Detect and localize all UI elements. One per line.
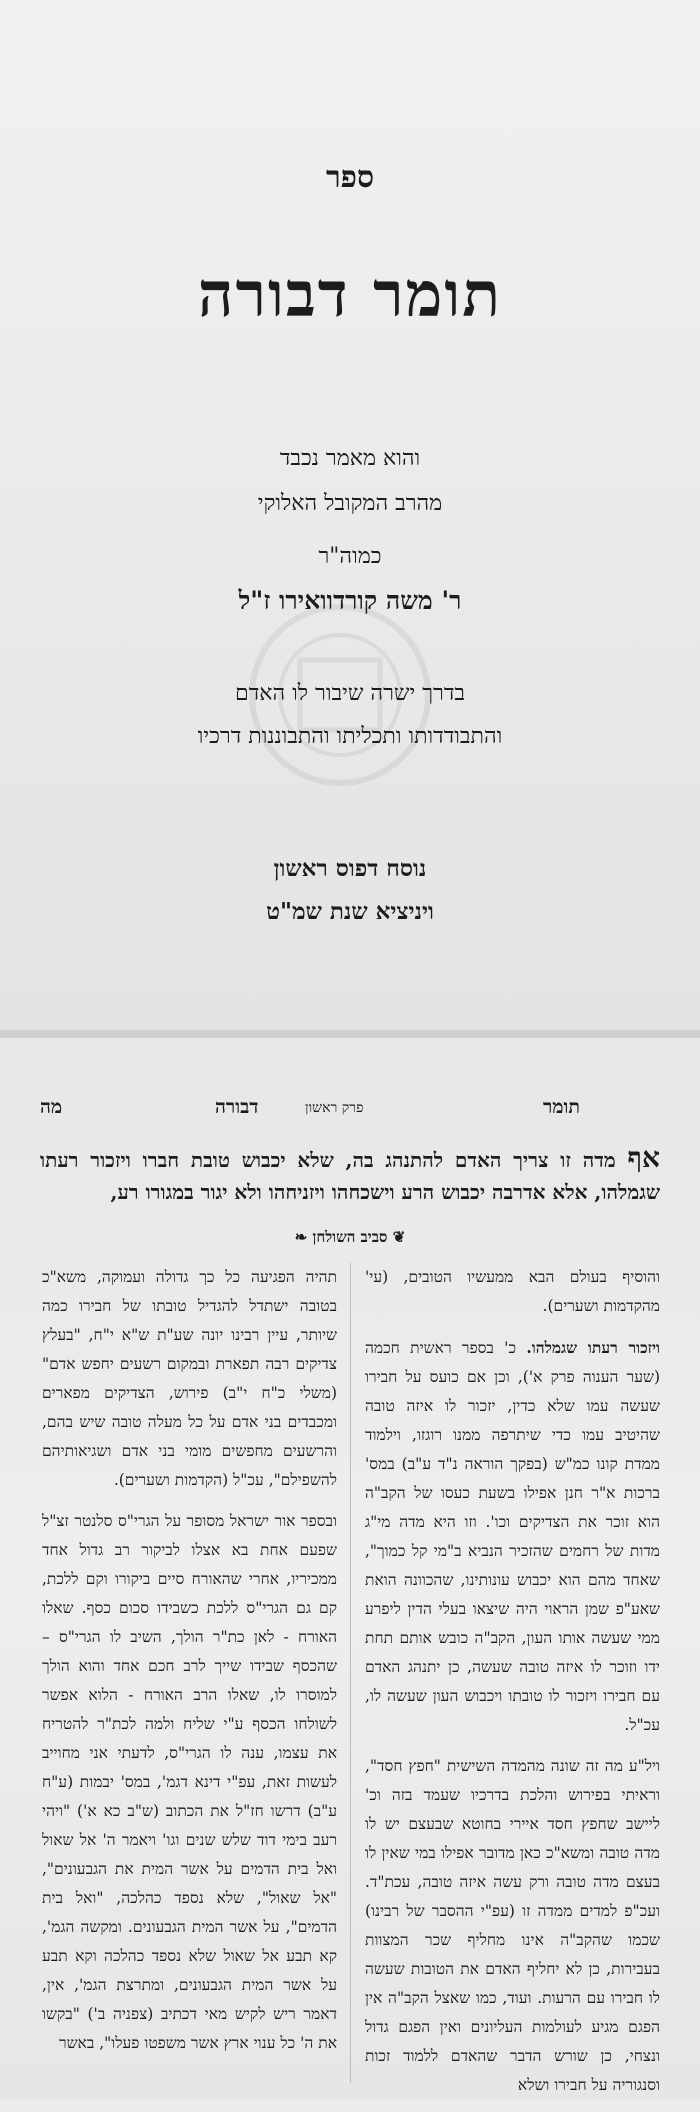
commentary-paragraph: ויל"ע מה זה שונה מהמדה השישית "חפץ חסד", וראיתי בפירוש והלכת בדרכיו שעמד בזה וכ' ליישב שחפץ חסד איירי בחוטא שבעצם יש לו מדה טובה ומשא"כ כאן מדובר אפילו במי שאין לו בעצם מדה טובה ורק עשה איזה טובה, עכת"ד. ועכ"פ למדים ממדה זו (עפ"י ההסבר של רבינו) שכמו שהקב"ה אינו מחליף שכר המצוות בעבירות, כן לא יחליף האדם את הטובות שעשה לו חבירו עם הרעות. ועוד, כמו שאצל הקב"ה אין הפגם מגיע לעולמות העליונים ואין הפגם גדול ונצחי, כן שורש הדבר שהאדם ללמוד זכות וסנגוריה על חבירו ושלא xyxy=(365,1757,660,2094)
commentary-paragraph xyxy=(365,1333,660,1740)
ornament-icon: ❧ xyxy=(294,1228,308,1246)
cover-line-1: והוא מאמר נכבד xyxy=(279,446,421,471)
commentary-paragraph: והוסיף בעולם הבא ממעשיו הטובים, (עי' מהקדמות ושערים). xyxy=(365,1268,660,1315)
page-divider xyxy=(0,1030,700,1038)
commentary-divider xyxy=(0,1228,700,1247)
title-page xyxy=(0,0,700,1030)
commentary-paragraph: תהיה הפגיעה כל כך גדולה ועמוקה, משא"כ בטובה ישתדל להגדיל טובתו של חבירו כמה שיותר, עיין רבינו יונה שע"ת ש"א י"ח, "בעלץ צדיקים רבה תפארת ובמקום רשעים יחפש אדם" (משלי כ"ח י"ב) פירוש, הצדיקים מפארים ומכבדים בני אדם על כל מעלה טובה שיש בהם, והרשעים מחפשים מומי בני אדם ושגיאותיהם להשפילם", עכ"ל (הקדמות ושערים). xyxy=(42,1268,337,1489)
cover-edition-line-2: ויניציא שנת שמ"ט xyxy=(266,898,434,925)
commentary-text: כ' בספר ראשית חכמה (שער הענוה פרק א'), וכן אם כועס על חבירו שעשה עמו שלא כדין, יזכור לו איזה טובה שהיטיב עמו כדי שיתרפה ממנו רוגזו, וילמוד ממדת קונו כמ"ש (בפקך הוראה נ"ד ע"ב) במס' ברכות א"ר חנן אפילו בשעת כעסו של הקב"ה הוא זוכר את הצדיקים וכו'. וזו היא מדה מי"ג מדות של רחמים שהזכיר הנביא ב"מי קל כמוך", שאחד מהם הוא יכבוש עונותינו, שהכוונה הואת שאע"פ שמן הראוי היה שיצאו בעלי הדין ליפרע ממי שעשה אותו העון, הקב"ה כובש אותם תחת ידו וזוכר לו איזה טובה שעשה, כן יתנהג האדם עם חבירו ויזכור לו טובתו ויכבוש העון שעשה לו, עכ"ל. xyxy=(365,1339,660,1734)
main-text-block xyxy=(40,1142,660,1208)
commentary-column-right xyxy=(365,1263,660,2112)
column-divider xyxy=(350,1263,351,2083)
cover-line-4: בדרך ישרה שיבור לו האדם xyxy=(234,681,466,706)
running-header-chapter: פרק ראשון xyxy=(305,1100,364,1116)
dibbur-hamatchil: ויזכור רעתו שגמלהו. xyxy=(526,1338,660,1357)
ornament-icon: ❦ xyxy=(392,1228,406,1246)
commentary-title: סביב השולחן xyxy=(312,1228,388,1246)
cover-book-title: תומר דבורה xyxy=(197,258,503,331)
running-header-middle: דבורה xyxy=(215,1096,259,1118)
cover-line-2: מהרב המקובל האלוקי xyxy=(257,491,443,516)
cover-line-3: כמוה"ר xyxy=(318,544,382,569)
main-text-lead-word: אף xyxy=(627,1141,660,1174)
main-text-body: מדה זו צריך האדם להתנהג בה, שלא יכבוש טובת חברו ויזכור רעתו שגמלהו, אלא אדרבה יכבוש הרע וישכחהו ויזניחהו ולא יגור במגורו רע, xyxy=(40,1148,660,1204)
text-page xyxy=(0,1038,700,2100)
commentary-column-left xyxy=(42,1263,337,2070)
cover-line-5: והתבודדותו ותכליתו והתבוננות דרכיו xyxy=(197,724,503,749)
cover-sefer-label: ספר xyxy=(325,160,375,195)
commentary-paragraph: ובספר אור ישראל מסופר על הגרי"ס סלנטר זצ"ל שפעם אחת בא אצלו לביקור רב גדול אחד ממכיריו, אחרי שהאורח סיים ביקורו וקם ללכת, קם גם הגרי"ס ללכת כשבידו סכום כסף. שאלו האורח - לאן כת"ר הולך, השיב לו הגרי"ס – שהכסף שבידו שייך לרב חכם אחד והוא הולך למוסרו לו, שאלו הרב האורח - הלוא אפשר לשולחו הכסף ע"י שליח ולמה לכת"ר להטריח את עצמו, ענה לו הגרי"ס, לדעתי אני מחוייב לעשות זאת, עפ"י דינא דגמ', במס' יבמות (ע"ח ע"ב) דרשו חז"ל את הכתוב (ש"ב כא א') "ויהי רעב בימי דוד שלש שנים וגו' ויאמר ה' אל שאול ואל בית הדמים על אשר המית את הגבעונים", "אל שאול", שלא נספד כהלכה, "ואל בית הדמים", על אשר המית הגבעונים. ומקשה הגמ', קא תבע אל שאול שלא נספד כהלכה וקא תבע על אשר המית הגבעונים, ומתרצת הגמ', אין, דאמר ריש לקיש מאי דכתיב (צפניה ב') "בקשו את ה' כל ענוי ארץ אשר משפטו פעלו", באשר xyxy=(42,1512,337,2052)
cover-author: ר' משה קורדוואירו ז"ל xyxy=(238,586,462,615)
cover-edition-line-1: נוסח דפוס ראשון xyxy=(273,855,427,882)
running-header-right: תומר xyxy=(542,1096,580,1118)
page-number: מה xyxy=(40,1096,63,1118)
